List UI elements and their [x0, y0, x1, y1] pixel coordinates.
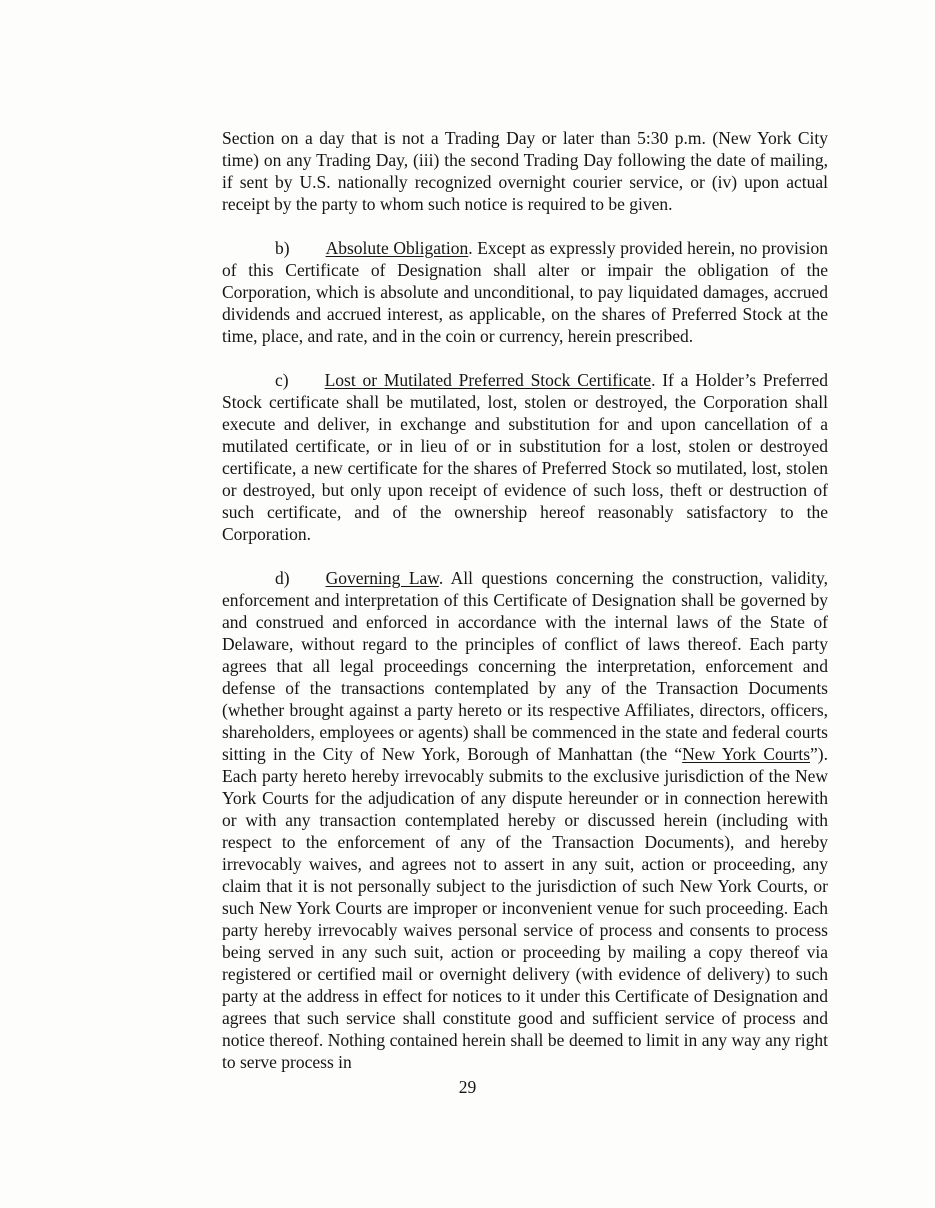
paragraph-text: . If a Holder’s Preferred Stock certificate shall be mutilated, lost, stolen or destroyed, the Corporation shall execute and deliver, in exchange and substitution for and upon cancellation of a mutilated certificate, or in lieu of or in substitution for a lost, stolen or destroyed certificate, a new certificate for the shares of Preferred Stock so mutilated, lost, stolen or destroyed, but only upon receipt of evidence of such loss, theft or destruction of such certificate, and of the ownership hereof reasonably satisfactory to the Corporation. — [222, 370, 828, 544]
text-block — [222, 127, 828, 1095]
paragraph-c — [222, 369, 828, 545]
paragraph-text: . All questions concerning the construction, validity, enforcement and interpretation of this Certificate of Designation shall be governed by and construed and enforced in accordance with the internal laws of the State of Delaware, without regard to the principles of conflict of laws thereof. Each party agrees that all legal proceedings concerning the interpretation, enforcement and defense of the transactions contemplated by any of the Transaction Documents (whether brought against a party hereto or its respective Affiliates, directors, officers, shareholders, employees or agents) shall be commenced in the state and federal courts sitting in the City of New York, Borough of Manhattan (the “ — [222, 568, 828, 764]
paragraph-label: b) — [275, 238, 290, 258]
paragraph-label: d) — [275, 568, 290, 588]
paragraph-label: c) — [275, 370, 289, 390]
paragraph-heading: Absolute Obligation — [325, 238, 469, 258]
defined-term-underlined: New York Courts — [682, 744, 811, 764]
paragraph-heading: Governing Law — [325, 568, 439, 588]
paragraph-d — [222, 567, 828, 1073]
paragraph-heading: Lost or Mutilated Preferred Stock Certificate — [324, 370, 652, 390]
paragraph-text: . Except as expressly provided herein, no provision of this Certificate of Designation shall alter or impair the obligation of the Corporation, which is absolute and unconditional, to pay liquidated damages, accrued dividends and accrued interest, as applicable, on the shares of Preferred Stock at the time, place, and rate, and in the coin or currency, herein prescribed. — [222, 238, 828, 346]
paragraph-continuation — [222, 127, 828, 215]
paragraph-b — [222, 237, 828, 347]
paragraph-text: Section on a day that is not a Trading Day or later than 5:30 p.m. (New York City time) on any Trading Day, (iii) the second Trading Day following the date of mailing, if sent by U.S. nationally recognized overnight courier service, or (iv) upon actual receipt by the party to whom such notice is required to be given. — [222, 128, 828, 214]
paragraph-text: ”). Each party hereto hereby irrevocably submits to the exclusive jurisdiction of the New York Courts for the adjudication of any dispute hereunder or in connection herewith or with any transaction contemplated hereby or discussed herein (including with respect to the enforcement of any of the Transaction Documents), and hereby irrevocably waives, and agrees not to assert in any suit, action or proceeding, any claim that it is not personally subject to the jurisdiction of such New York Courts, or such New York Courts are improper or inconvenient venue for such proceeding. Each party hereby irrevocably waives personal service of process and consents to process being served in any such suit, action or proceeding by mailing a copy thereof via registered or certified mail or overnight delivery (with evidence of delivery) to such party at the address in effect for notices to it under this Certificate of Designation and agrees that such service shall constitute good and sufficient service of process and notice thereof. Nothing contained herein shall be deemed to limit in any way any right to serve process in — [222, 744, 828, 1072]
page-number: 29 — [458, 1077, 477, 1097]
